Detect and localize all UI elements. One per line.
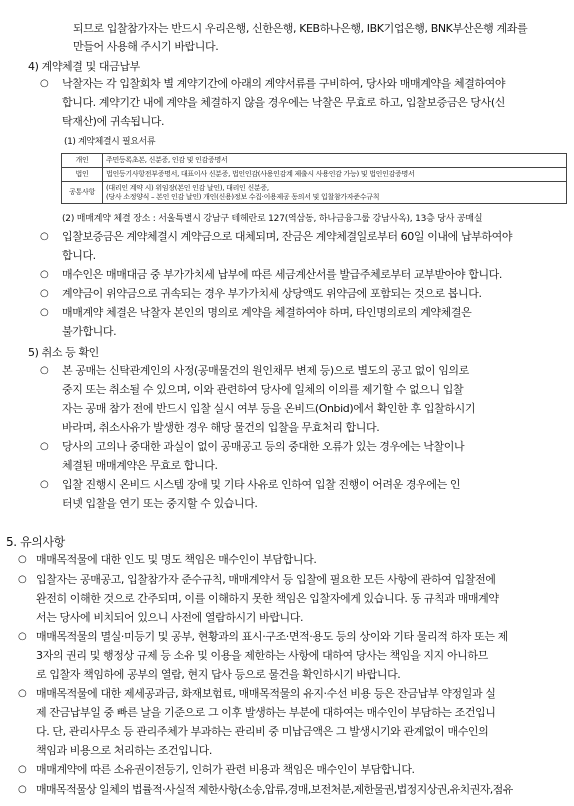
table-cell-line: (대리인 계약 시) 위임장(본인 인감 날인), 대리인 신분증, — [106, 183, 269, 192]
bullet-circle-icon: ○ — [40, 441, 49, 452]
text-line: 매수인은 매매대금 중 부가가치세 납부에 따른 세금계산서를 발급주체로부터 교부받아야 합니다. — [62, 268, 503, 281]
text-line: 입찰자는 공매공고, 입찰참가자 준수규칙, 매매계약서 등 입찰에 필요한 모든 사항에 관하여 입찰전에 — [36, 573, 496, 586]
text-line: 입찰보증금은 계약체결시 계약금으로 대체되며, 잔금은 계약체결일로부터 60일 이내에 납부하여야 — [62, 230, 513, 243]
text-line: 완전히 이해한 것으로 간주되며, 이를 이해하지 못한 책임은 입찰자에게 있습니다. 동 규칙과 매매계약 — [36, 592, 499, 605]
text-line: 매매목적물의 멸실·미등기 및 공부, 현황과의 표시·구조·면적·용도 등의 상이와 기타 물리적 하자 또는 제 — [36, 630, 508, 643]
bullet-circle-icon: ○ — [40, 288, 49, 299]
text-line: 매매계약에 따른 소유권이전등기, 인허가 관련 비용과 책임은 매수인이 부담합니다. — [36, 763, 415, 776]
text-line: 매매목적물에 대한 인도 및 명도 책임은 매수인이 부담합니다. — [36, 553, 317, 566]
text-line: 3자의 권리 및 행정상 규제 등 소유 및 이용을 제한하는 사항에 대하여 당사는 책임을 지지 아니하므 — [36, 649, 488, 662]
table-cell-key: 개인 — [62, 154, 103, 168]
text-line: 당사의 고의나 중대한 과실이 없이 공매공고 등의 중대한 오류가 있는 경우에는 낙찰이나 — [62, 440, 465, 453]
text-line: 본 공매는 신탁관계인의 사정(공매물건의 원인채무 변제 등)으로 별도의 공고 없이 임의로 — [62, 364, 469, 377]
text-line: 서는 당사에 비치되어 있으니 사전에 열람하시기 바랍니다. — [36, 611, 304, 624]
bullet-circle-icon: ○ — [18, 631, 27, 642]
table-row — [62, 168, 567, 182]
table-cell-value: 법인등기사항전부증명서, 대표이사 신분증, 법인인감(사용인감계 제출시 사용인감 가능) 및 법인인감증명서 — [103, 168, 567, 182]
bullet-circle-icon: ○ — [40, 231, 49, 242]
bullet-circle-icon: ○ — [18, 574, 27, 585]
bullet-circle-icon: ○ — [40, 365, 49, 376]
bullet-circle-icon: ○ — [40, 307, 49, 318]
text-line: 로 입찰자 책임하에 공부의 열람, 현지 답사 등으로 물건을 확인하시기 바랍니다. — [36, 668, 401, 681]
text-line: 입찰 진행시 온비드 시스템 장애 및 기타 사유로 인하여 입찰 진행이 어려운 경우에는 인 — [62, 478, 461, 491]
text-line: 되므로 입찰참가자는 반드시 우리은행, 신한은행, KEB하나은행, IBK기업은행, BNK부산은행 계좌를 — [73, 22, 528, 35]
contract-place: (2) 매매계약 체결 장소 : 서울특별시 강남구 테헤란로 127(역삼동, 하나금융그룹 강남사옥), 13층 당사 공매실 — [62, 214, 483, 224]
text-line: 다. 단, 관리사무소 등 관리주체가 부과하는 관리비 중 미납금액은 그 발생시기와 관계없이 매수인의 — [36, 725, 489, 738]
text-line: 낙찰자는 각 입찰회차 별 계약기간에 아래의 계약서류를 구비하여, 당사와 매매계약을 체결하여야 — [62, 77, 506, 90]
text-line: 매매목적물에 대한 제세공과금, 화재보험료, 매매목적물의 유지·수선 비용 등은 잔금납부 약정일과 실 — [36, 687, 496, 700]
required-docs-label: (1) 계약체결시 필요서류 — [64, 137, 156, 147]
text-line: 중지 또는 취소될 수 있으며, 이와 관련하여 당사에 일체의 이의를 제기할 수 없으니 입찰 — [62, 383, 464, 396]
text-line: 계약금이 위약금으로 귀속되는 경우 부가가치세 상당액도 위약금에 포함되는 것으로 봅니다. — [62, 287, 482, 300]
text-line: 매매목적물상 일체의 법률적·사실적 제한사항(소송,압류,경매,보전처분,제한물권,법정지상권,유치권자,점유 — [36, 783, 513, 796]
table-cell-key: 법인 — [62, 168, 103, 182]
bullet-circle-icon: ○ — [18, 554, 27, 565]
text-line: 자는 공매 참가 전에 반드시 입찰 실시 여부 등을 온비드(Onbid)에서 확인한 후 입찰하시기 — [62, 402, 476, 415]
bullet-circle-icon: ○ — [18, 688, 27, 699]
bullet-circle-icon: ○ — [18, 764, 27, 775]
text-line: 합니다. — [62, 249, 96, 262]
text-line: 탁재산)에 귀속됩니다. — [62, 115, 165, 128]
text-line: 바라며, 취소사유가 발생한 경우 해당 물건의 입찰을 무효처리 합니다. — [62, 421, 380, 434]
text-line: 책임과 비용으로 처리하는 조건입니다. — [36, 744, 213, 757]
text-line: 제 잔금납부일 중 빠른 날을 기준으로 그 이후 발생하는 부분에 대하여는 매수인이 부담하는 조건입니 — [36, 706, 496, 719]
table-cell-value — [103, 182, 567, 204]
bullet-circle-icon: ○ — [40, 479, 49, 490]
text-line: 만들어 사용해 주시기 바랍니다. — [73, 40, 219, 53]
bullet-circle-icon: ○ — [40, 269, 49, 280]
table-cell-key: 공통사항 — [62, 182, 103, 204]
text-line: 불가합니다. — [62, 325, 117, 338]
text-line: 합니다. 계약기간 내에 계약을 체결하지 않을 경우에는 낙찰은 무효로 하고, 입찰보증금은 당사(신 — [62, 96, 505, 109]
text-line: 체결된 매매계약은 무효로 합니다. — [62, 459, 218, 472]
bullet-circle-icon: ○ — [40, 78, 49, 89]
table-row — [62, 154, 567, 168]
bullet-circle-icon: ○ — [18, 784, 27, 795]
table-cell-line: (당사 소정양식 – 본인 인감 날인) 개인(신용)정보 수집·이용제공 동의서 및 입찰참가자준수규칙 — [106, 192, 380, 201]
table-cell-value: 주민등록초본, 신분증, 인감 및 인감증명서 — [103, 154, 567, 168]
section-heading-contract: 4) 계약체결 및 대금납부 — [28, 60, 140, 73]
table-row — [62, 182, 567, 204]
required-docs-table — [61, 153, 567, 204]
text-line: 터넷 입찰을 연기 또는 중지할 수 있습니다. — [62, 497, 258, 510]
section-heading-notes: 5. 유의사항 — [6, 535, 65, 549]
text-line: 매매계약 체결은 낙찰자 본인의 명의로 계약을 체결하여야 하며, 타인명의로의 계약체결은 — [62, 306, 472, 319]
section-heading-cancel: 5) 취소 등 확인 — [28, 346, 99, 359]
